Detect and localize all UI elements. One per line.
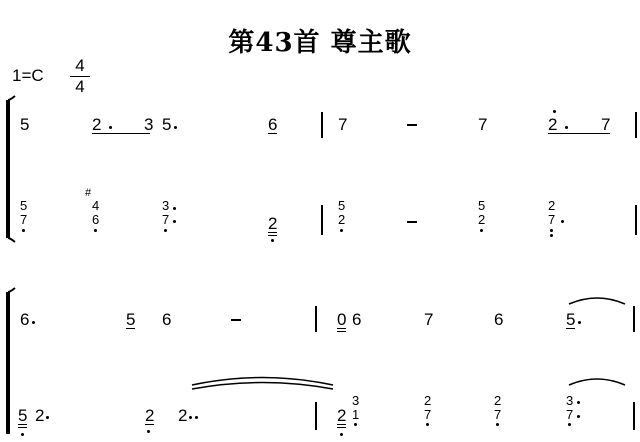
dot bbox=[173, 207, 176, 210]
accomp-note: 5 bbox=[478, 198, 486, 213]
barline bbox=[315, 306, 317, 332]
barline bbox=[321, 205, 323, 235]
melody-note: 0 bbox=[337, 311, 346, 332]
dot bbox=[32, 321, 35, 324]
barline bbox=[633, 306, 635, 332]
accomp-note: 5 bbox=[20, 198, 28, 213]
barline bbox=[321, 112, 323, 138]
barline bbox=[635, 205, 637, 235]
accomp-note: 7 bbox=[566, 407, 574, 422]
time-signature-bottom: 4 bbox=[75, 77, 85, 96]
time-signature-top: 4 bbox=[75, 56, 85, 75]
dot bbox=[189, 416, 192, 419]
key-signature: 1=C bbox=[12, 66, 44, 85]
melody-note: 7 bbox=[424, 310, 434, 329]
dot bbox=[21, 433, 24, 436]
accomp-note: 3 bbox=[162, 198, 170, 213]
dot bbox=[94, 229, 97, 232]
tie-accomp-2 bbox=[192, 378, 333, 386]
dot bbox=[22, 229, 25, 232]
dot bbox=[480, 229, 483, 232]
sharp-sign: # bbox=[85, 187, 92, 199]
accomp-note: 7 bbox=[424, 407, 432, 422]
accomp-note: 2 bbox=[178, 406, 188, 425]
dot bbox=[340, 229, 343, 232]
accomp-note: 2 bbox=[548, 198, 556, 213]
melody-note: 2 bbox=[92, 115, 102, 134]
barline bbox=[633, 402, 635, 430]
dot bbox=[550, 234, 553, 237]
melody-note: 6 bbox=[20, 310, 30, 329]
melody-note: 6 bbox=[162, 310, 172, 329]
accomp-note: 3 bbox=[566, 393, 574, 408]
dot bbox=[577, 401, 580, 404]
melody-note: 5 bbox=[20, 115, 30, 134]
accomp-note: 7 bbox=[162, 212, 170, 227]
accomp-note: 6 bbox=[92, 212, 100, 227]
dot bbox=[561, 220, 564, 223]
dot bbox=[496, 423, 499, 426]
dot bbox=[426, 423, 429, 426]
melody-note: 5 bbox=[162, 115, 172, 134]
melody-note: 6 bbox=[494, 310, 504, 329]
dot bbox=[173, 220, 176, 223]
accomp-note: 2 bbox=[268, 215, 277, 236]
accomp-note: 7 bbox=[20, 212, 28, 227]
barline bbox=[315, 402, 317, 430]
melody-note: 5 bbox=[566, 310, 576, 329]
dot bbox=[147, 430, 150, 433]
melody-note: 5 bbox=[126, 310, 136, 329]
melody-note: 7 bbox=[601, 115, 611, 134]
accomp-note: 3 bbox=[352, 393, 360, 408]
melody-note: 3 bbox=[144, 115, 154, 134]
dot bbox=[109, 126, 112, 129]
barline bbox=[635, 112, 637, 138]
dot bbox=[195, 416, 198, 419]
accomp-note: 1 bbox=[352, 407, 360, 422]
accomp-note: 2 bbox=[337, 407, 346, 428]
accomp-note: 2 bbox=[338, 212, 346, 227]
system1-bracket bbox=[8, 96, 15, 242]
accomp-note: 7 bbox=[494, 407, 502, 422]
accomp-note: 2 bbox=[478, 212, 486, 227]
accomp-note: 5 bbox=[18, 407, 27, 428]
dot bbox=[565, 126, 568, 129]
tie-melody-5 bbox=[569, 298, 625, 304]
melody-note: 2 bbox=[548, 115, 558, 134]
melody-note-group bbox=[92, 116, 150, 134]
dot bbox=[164, 229, 167, 232]
dot bbox=[46, 416, 49, 419]
accomp-note: 2 bbox=[35, 406, 45, 425]
dot bbox=[568, 423, 571, 426]
melody-note: 6 bbox=[268, 115, 278, 134]
page-title: 第43首 尊主歌 bbox=[228, 28, 412, 58]
accomp-note: 4 bbox=[92, 198, 100, 213]
dot bbox=[174, 126, 177, 129]
dot bbox=[271, 239, 274, 242]
tie-accomp-3 bbox=[569, 379, 625, 385]
melody-note: 7 bbox=[478, 115, 488, 134]
tie-accomp-2b bbox=[192, 383, 333, 390]
dot bbox=[577, 415, 580, 418]
accomp-note: 2 bbox=[145, 406, 155, 425]
accomp-note: 2 bbox=[494, 393, 502, 408]
dash bbox=[407, 124, 417, 126]
accomp-note: 2 bbox=[424, 393, 432, 408]
dash bbox=[407, 221, 417, 223]
dot bbox=[340, 433, 343, 436]
dot bbox=[550, 229, 553, 232]
dash bbox=[231, 319, 241, 321]
melody-note: 6 bbox=[352, 310, 362, 329]
dot bbox=[553, 110, 556, 113]
system2-bracket bbox=[8, 288, 15, 434]
accomp-note: 7 bbox=[548, 212, 556, 227]
dot bbox=[354, 423, 357, 426]
melody-note: 7 bbox=[338, 115, 348, 134]
accomp-note: 5 bbox=[338, 198, 346, 213]
dot bbox=[578, 321, 581, 324]
